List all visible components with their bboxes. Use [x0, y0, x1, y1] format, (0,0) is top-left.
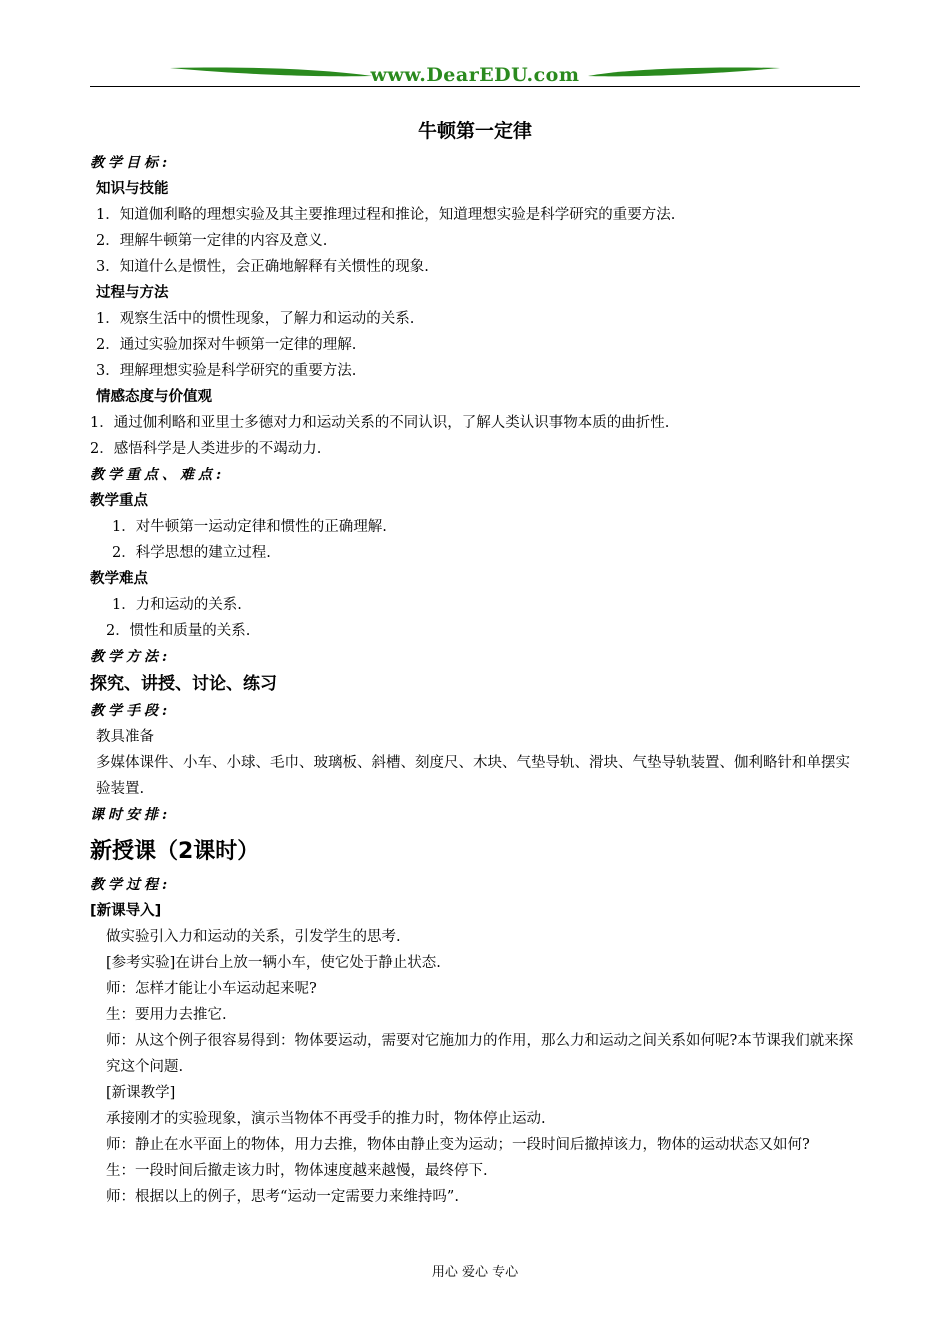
list-item: 1．观察生活中的惯性现象，了解力和运动的关系.: [96, 311, 415, 327]
document-body: [90, 150, 862, 1210]
list-item: 1．知道伽利略的理想实验及其主要推理过程和推论，知道理想实验是科学研究的重要方法.: [96, 207, 676, 223]
paragraph: 承接刚才的实验现象，演示当物体不再受手的推力时，物体停止运动.: [106, 1111, 546, 1127]
list-item: 2．惯性和质量的关系.: [106, 623, 251, 639]
lesson-title: 新授课（2课时）: [90, 839, 260, 864]
methods-heading: 教学方法:: [90, 649, 172, 665]
process-label: 过程与方法: [96, 285, 169, 301]
paragraph: [参考实验]在讲台上放一辆小车，使它处于静止状态.: [106, 955, 441, 971]
tools-heading: 教学手段:: [90, 703, 172, 719]
key-points-heading: 教学重点、难点:: [90, 467, 226, 483]
paragraph: 师：从这个例子很容易得到：物体要运动，需要对它施加力的作用，那么力和运动之间关系如何呢?本节课我们就来探究这个问题.: [106, 1033, 854, 1075]
page-footer: 用心 爱心 专心: [431, 1265, 519, 1280]
list-item: 3．理解理想实验是科学研究的重要方法.: [96, 363, 357, 379]
site-logo-text: www.DearEDU.com: [370, 64, 580, 86]
goals-heading: 教学目标:: [90, 155, 172, 171]
knowledge-label: 知识与技能: [96, 181, 169, 197]
schedule-heading: 课时安排:: [90, 807, 172, 823]
tools-text: 多媒体课件、小车、小球、毛巾、玻璃板、斜槽、刻度尺、木块、气垫导轨、滑块、气垫导轨装置、伽利略针和单摆实验装置.: [96, 755, 850, 797]
paragraph: 师：静止在水平面上的物体，用力去推，物体由静止变为运动；一段时间后撤掉该力，物体的运动状态又如何?: [106, 1137, 810, 1153]
focus-label: 教学重点: [90, 493, 148, 509]
paragraph: 做实验引入力和运动的关系，引发学生的思考.: [106, 929, 401, 945]
difficulty-label: 教学难点: [90, 571, 148, 587]
attitude-label: 情感态度与价值观: [96, 389, 212, 405]
paragraph: [新课教学]: [106, 1085, 176, 1101]
paragraph: 生：要用力去推它.: [106, 1007, 227, 1023]
list-item: 1．通过伽利略和亚里士多德对力和运动关系的不同认识，了解人类认识事物本质的曲折性.: [90, 415, 670, 431]
list-item: 2．通过实验加探对牛顿第一定律的理解.: [96, 337, 357, 353]
tools-label: 教具准备: [96, 729, 154, 745]
paragraph: 师：根据以上的例子，思考“运动一定需要力来维持吗”.: [106, 1189, 459, 1205]
list-item: 3．知道什么是惯性，会正确地解释有关惯性的现象.: [96, 259, 429, 275]
paragraph: 生：一段时间后撤走该力时，物体速度越来越慢，最终停下.: [106, 1163, 488, 1179]
methods-text: 探究、讲授、讨论、练习: [90, 674, 277, 694]
process-heading: 教学过程:: [90, 877, 172, 893]
header-rule: [90, 86, 860, 87]
list-item: 1．对牛顿第一运动定律和惯性的正确理解.: [112, 519, 387, 535]
intro-label: [新课导入]: [90, 903, 162, 919]
site-header: [90, 62, 860, 92]
page-title: 牛顿第一定律: [417, 120, 532, 142]
paragraph: 师：怎样才能让小车运动起来呢?: [106, 981, 317, 997]
list-item: 2．科学思想的建立过程.: [112, 545, 271, 561]
list-item: 2．理解牛顿第一定律的内容及意义.: [96, 233, 328, 249]
list-item: 1．力和运动的关系.: [112, 597, 242, 613]
list-item: 2．感悟科学是人类进步的不竭动力.: [90, 441, 322, 457]
